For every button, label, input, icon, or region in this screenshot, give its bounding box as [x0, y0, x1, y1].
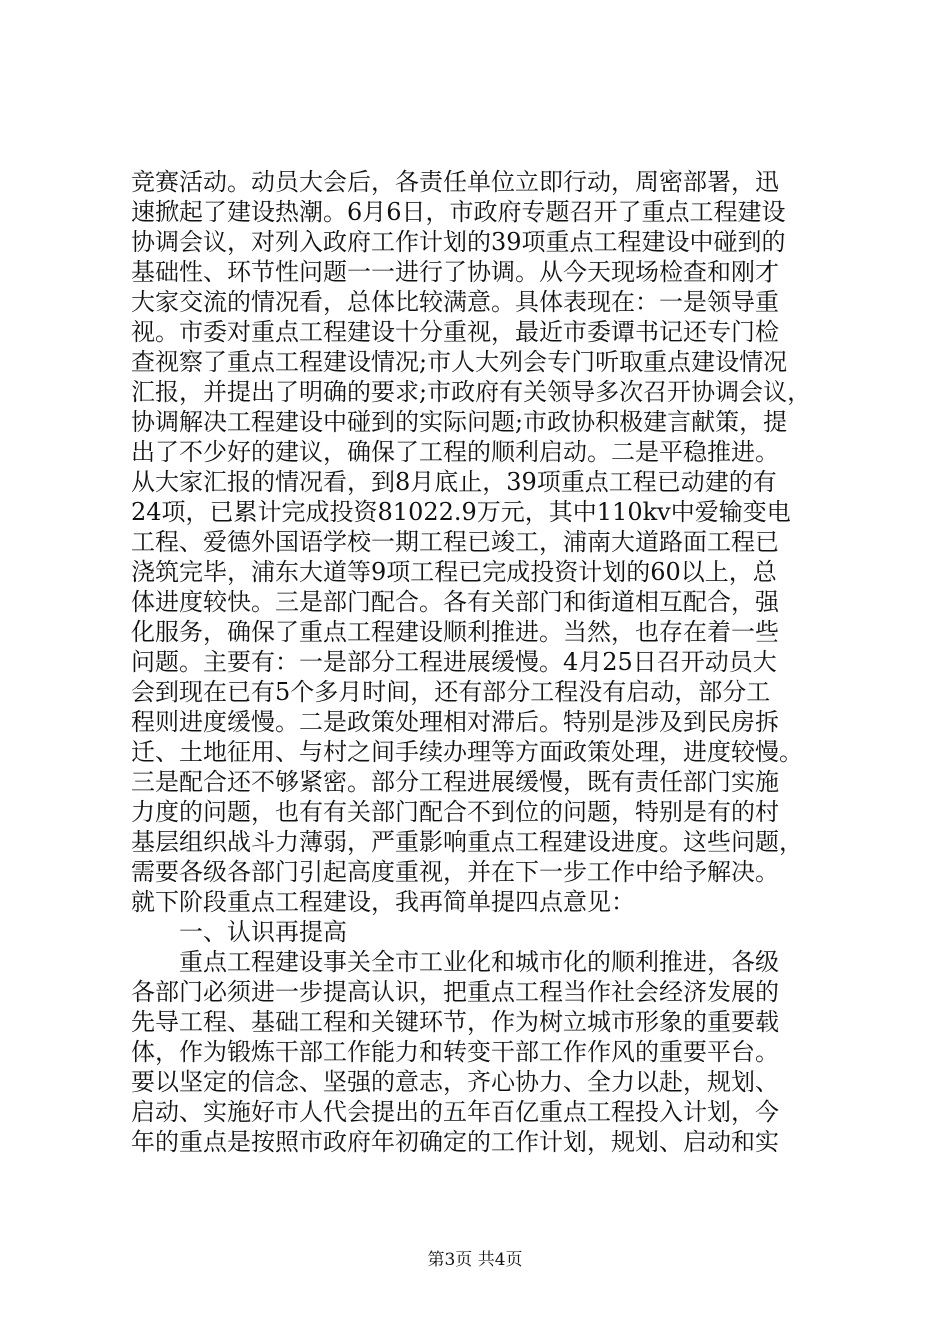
text-line: 协调解决工程建设中碰到的实际问题;市政协积极建言献策，提 — [131, 408, 788, 436]
text-line: 查视察了重点工程建设情况;市人大列会专门听取重点建设情况 — [131, 348, 788, 376]
text-line: 问题。主要有：一是部分工程进展缓慢。4月25日召开动员大 — [131, 648, 777, 676]
text-line: 工程、爱德外国语学校一期工程已竣工，浦南大道路面工程已 — [131, 528, 779, 556]
text-line: 力度的问题，也有有关部门配合不到位的问题，特别是有的村 — [131, 798, 779, 826]
text-line: 要以坚定的信念、坚强的意志，齐心协力、全力以赴，规划、 — [131, 1068, 779, 1096]
text-line: 速掀起了建设热潮。6月6日，市政府专题召开了重点工程建设 — [131, 198, 786, 226]
text-line: 基层组织战斗力薄弱，严重影响重点工程建设进度。这些问题， — [131, 828, 803, 856]
text-line: 视。市委对重点工程建设十分重视，最近市委谭书记还专门检 — [131, 318, 779, 346]
document-body — [131, 167, 831, 1157]
text-line: 各部门必须进一步提高认识，把重点工程当作社会经济发展的 — [131, 978, 779, 1006]
text-line: 大家交流的情况看，总体比较满意。具体表现在：一是领导重 — [131, 288, 779, 316]
text-line: 竞赛活动。动员大会后，各责任单位立即行动，周密部署，迅 — [131, 168, 779, 196]
text-line: 迁、土地征用、与村之间手续办理等方面政策处理，进度较慢。 — [131, 738, 803, 766]
text-line: 浇筑完毕，浦东大道等9项工程已完成投资计划的60以上，总 — [131, 558, 777, 586]
page-footer: 第3页 共4页 — [427, 1250, 523, 1270]
text-line: 基础性、环节性问题一一进行了协调。从今天现场检查和刚才 — [131, 258, 779, 286]
text-line: 出了不少好的建议，确保了工程的顺利启动。二是平稳推进。 — [131, 438, 779, 466]
text-line: 体进度较快。三是部门配合。各有关部门和街道相互配合，强 — [131, 588, 779, 616]
text-line: 程则进度缓慢。二是政策处理相对滞后。特别是涉及到民房拆 — [131, 708, 779, 736]
text-line: 从大家汇报的情况看，到8月底止，39项重点工程已动建的有 — [131, 468, 777, 496]
text-line: 需要各级各部门引起高度重视，并在下一步工作中给予解决。 — [131, 858, 779, 886]
text-line: 就下阶段重点工程建设，我再简单提四点意见： — [131, 888, 635, 916]
text-line: 一、认识再提高 — [179, 918, 347, 946]
text-line: 年的重点是按照市政府年初确定的工作计划，规划、启动和实 — [131, 1128, 779, 1156]
text-line: 汇报，并提出了明确的要求;市政府有关领导多次召开协调会议， — [131, 378, 812, 406]
text-line: 重点工程建设事关全市工业化和城市化的顺利推进，各级 — [179, 948, 779, 976]
text-line: 协调会议，对列入政府工作计划的39项重点工程建设中碰到的 — [131, 228, 786, 256]
text-line: 24项，已累计完成投资81022.9万元，其中110kv中爱输变电 — [131, 498, 791, 526]
text-line: 三是配合还不够紧密。部分工程进展缓慢，既有责任部门实施 — [131, 768, 779, 796]
text-line: 先导工程、基础工程和关键环节，作为树立城市形象的重要载 — [131, 1008, 779, 1036]
text-line: 体，作为锻炼干部工作能力和转变干部工作作风的重要平台。 — [131, 1038, 779, 1066]
text-line: 会到现在已有5个多月时间，还有部分工程没有启动，部分工 — [131, 678, 771, 706]
text-line: 化服务，确保了重点工程建设顺利推进。当然，也存在着一些 — [131, 618, 779, 646]
text-line: 启动、实施好市人代会提出的五年百亿重点工程投入计划，今 — [131, 1098, 779, 1126]
